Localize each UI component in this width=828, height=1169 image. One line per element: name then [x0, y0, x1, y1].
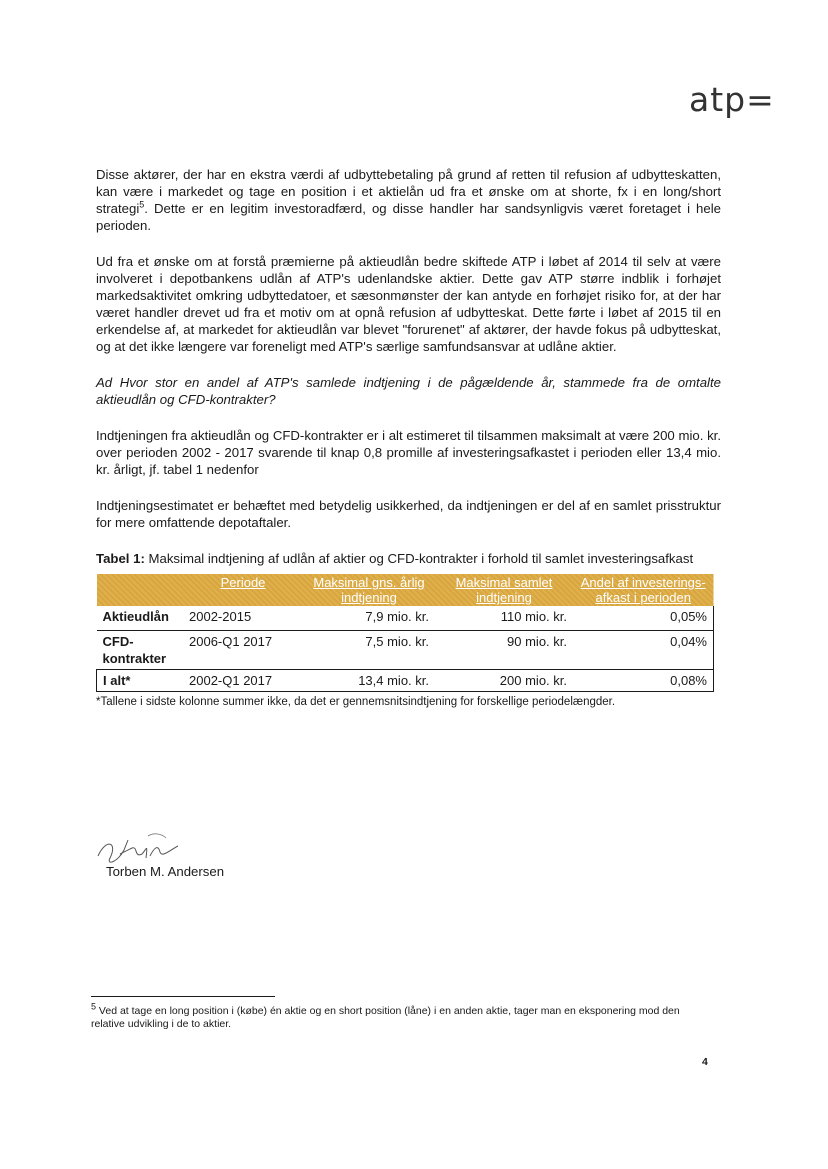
total-earnings-cell: 110 mio. kr.	[435, 606, 573, 631]
table-header-blank	[97, 574, 184, 606]
table-header-avg-earnings: Maksimal gns. årlig indtjening	[313, 575, 425, 605]
letter-body	[96, 166, 721, 711]
share-cell: 0,08%	[573, 670, 714, 692]
row-label: CFD-kontrakter	[97, 631, 184, 670]
table-caption-label: Tabel 1:	[96, 551, 145, 566]
avg-earnings-cell: 13,4 mio. kr.	[303, 670, 435, 692]
footnote-text: Ved at tage en long position i (købe) én aktie og en short position (låne) i en anden aktie, tager man en eksponering mod den relative udvikling i de to aktier.	[91, 1005, 680, 1030]
table-header-row	[97, 574, 714, 606]
atp-logo: atp=	[689, 80, 775, 119]
share-cell: 0,04%	[573, 631, 714, 670]
earnings-table	[96, 574, 714, 692]
table-row	[97, 606, 714, 631]
table-header-period: Periode	[220, 575, 266, 590]
table-row	[97, 631, 714, 670]
paragraph-3: Indtjeningen fra aktieudlån og CFD-kontrakter er i alt estimeret til tilsammen maksimalt at være 200 mio. kr. over perioden 2002 - 2017 svarende til knap 0,8 promille af investeringsafkastet i perioden eller 13,4 mio. kr. årligt, jf. tabel 1 nedenfor	[96, 428, 721, 477]
table-caption-text: Maksimal indtjening af udlån af aktier og CFD-kontrakter i forhold til samlet investeringsafkast	[144, 551, 694, 566]
paragraph-4: Indtjeningsestimatet er behæftet med betydelig usikkerhed, da indtjeningen er del af en samlet prisstruktur for mere omfattende depotaftaler.	[96, 498, 721, 530]
period-cell: 2002-2015	[183, 606, 303, 631]
total-earnings-cell: 90 mio. kr.	[435, 631, 573, 670]
table-note: *Tallene i sidste kolonne summer ikke, da det er gennemsnitsindtjening for forskellige periodelængder.	[96, 696, 616, 708]
row-label: I alt*	[97, 670, 184, 692]
paragraph-2: Ud fra et ønske om at forstå præmierne på aktieudlån bedre skiftede ATP i løbet af 2014 til selv at være involveret i depotbankens udlån af ATP's udenlandske aktier. Dette gav ATP større indblik i forhøjet markedsaktivitet omkring udbyttedatoer, et sæsonmønster der kan antyde en forhøjet risiko for, at der har været handler drevet ud fra et motiv om at opnå refusion af udbytteskat. Dette førte i løbet af 2015 til en erkendelse af, at markedet for aktieudlån var blevet "forurenet" af aktører, der havde fokus på udbytteskat, og at det ikke længere var foreneligt med ATP's særlige samfundsansvar at udlåne aktier.	[96, 254, 721, 354]
table-header-total-earnings: Maksimal samlet indtjening	[455, 575, 553, 605]
signer-name: Torben M. Andersen	[106, 864, 225, 879]
total-earnings-cell: 200 mio. kr.	[435, 670, 573, 692]
avg-earnings-cell: 7,5 mio. kr.	[303, 631, 435, 670]
row-label: Aktieudlån	[97, 606, 184, 631]
footnote-divider	[91, 996, 275, 997]
period-cell: 2002-Q1 2017	[183, 670, 303, 692]
question: Ad Hvor stor en andel af ATP's samlede indtjening i de pågældende år, stammede fra de omtalte aktieudlån og CFD-kontrakter?	[96, 375, 721, 407]
paragraph-1-text: Disse aktører, der har en ekstra værdi af udbyttebetaling på grund af retten til refusion af udbytteskatten, kan være i markedet og tage en position i et aktielån ud fra et ønske om at shorte, fx i en long/short strategi	[96, 167, 721, 216]
share-cell: 0,05%	[573, 606, 714, 631]
paragraph-1	[96, 166, 721, 234]
footnote-number: 5	[91, 1001, 97, 1012]
footnote-ref-5[interactable]: 5	[139, 199, 145, 210]
page-number: 4	[702, 1056, 708, 1068]
table-caption	[96, 550, 721, 567]
footnote	[91, 1001, 716, 1031]
period-cell: 2006-Q1 2017	[183, 631, 303, 670]
table-row	[97, 670, 714, 692]
avg-earnings-cell: 7,9 mio. kr.	[303, 606, 435, 631]
table-header-share: Andel af investerings-afkast i perioden	[580, 575, 706, 605]
paragraph-1-text-end: . Dette er en legitim investoradfærd, og disse handler har sandsynligvis været foretaget i hele perioden.	[96, 201, 721, 233]
